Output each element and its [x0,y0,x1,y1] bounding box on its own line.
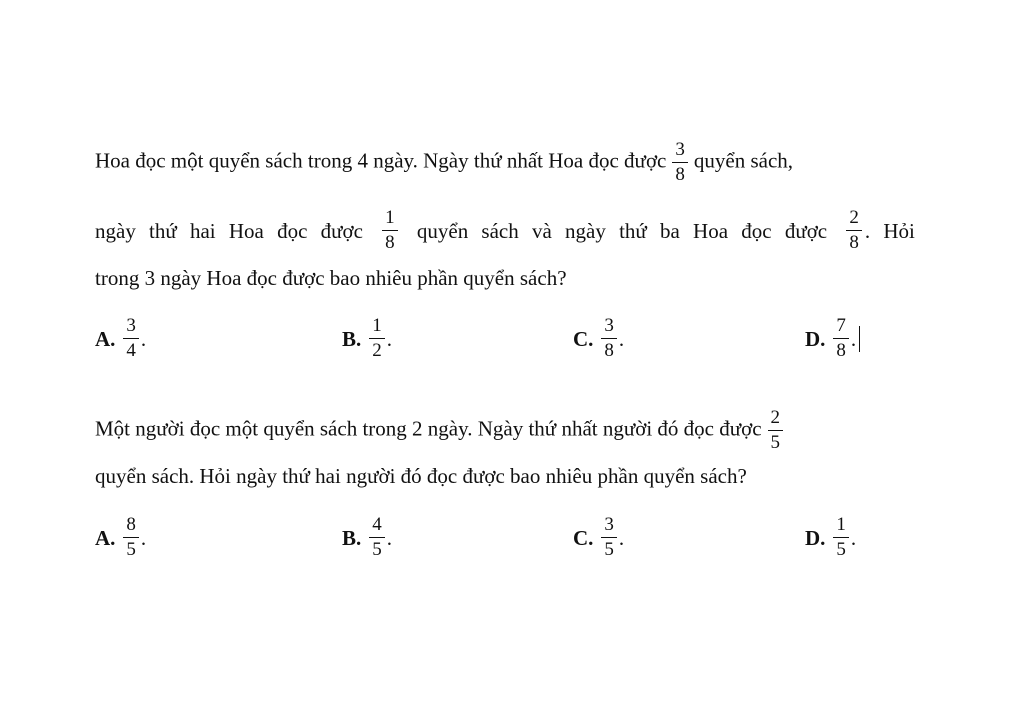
q1-line-1-end: quyển sách, [693,148,794,173]
option-fraction: $\frac{7}{8}$ [833,316,849,361]
period: . [864,218,871,243]
q2-option-c[interactable] [573,515,624,560]
option-fraction: $\frac{8}{5}$ [123,515,139,560]
q1-line-1-text: Hoa đọc một quyển sách trong 4 ngày. Ngày thứ nhất Hoa đọc được [95,148,667,173]
q1-line-3-text: trong 3 ngày Hoa đọc được bao nhiêu phần quyển sách? [95,266,567,290]
q2-line-2-text: quyển sách. Hỏi ngày thứ hai người đó đọc được bao nhiêu phần quyển sách? [95,464,747,488]
option-label: B. [342,326,362,351]
period: . [386,326,393,351]
word: đọc [277,218,308,243]
word: và [531,218,552,243]
option-fraction: $\frac{1}{5}$ [833,515,849,560]
q2-option-d[interactable] [805,515,856,560]
text-cursor [859,326,860,352]
word: ba [660,218,680,243]
word: thứ [149,218,177,243]
period: . [850,525,857,550]
word: Hoa [228,218,264,243]
period: . [618,326,625,351]
word: quyển [416,218,469,243]
q2-line-1 [95,408,789,453]
period: . [140,525,147,550]
q2-option-b[interactable] [342,515,392,560]
period: . [850,326,857,351]
option-fraction: $\frac{3}{5}$ [601,515,617,560]
word: hai [189,218,216,243]
q2-line-1-text: Một người đọc một quyển sách trong 2 ngày. Ngày thứ nhất người đó đọc được [95,416,762,441]
option-fraction: $\frac{1}{2}$ [369,316,385,361]
word: đọc [741,218,772,243]
option-fraction: $\frac{3}{8}$ [601,316,617,361]
option-label: D. [805,525,826,550]
word: sách [481,218,519,243]
q1-option-b[interactable] [342,316,392,361]
q2-fraction-day1: $\frac{2}{5}$ [768,408,784,453]
q1-line-1 [95,140,793,185]
word: Hoa [693,218,729,243]
q1-line-3 [95,266,567,290]
option-fraction: $\frac{4}{5}$ [369,515,385,560]
word: ngày [95,218,136,243]
option-label: A. [95,525,116,550]
q1-option-d[interactable] [805,316,860,361]
word: ngày [565,218,606,243]
option-label: C. [573,525,594,550]
q1-line-2 [95,208,915,253]
q1-option-c[interactable] [573,316,624,361]
option-fraction: $\frac{3}{4}$ [123,316,139,361]
word: được [784,218,828,243]
q1-option-a[interactable] [95,316,146,361]
q2-line-2 [95,464,747,488]
word: thứ [619,218,647,243]
option-label: D. [805,326,826,351]
period: . [140,326,147,351]
q1-fraction-day3: $\frac{2}{8}$ [846,208,862,253]
q2-option-a[interactable] [95,515,146,560]
word: được [320,218,363,243]
q1-fraction-day1: $\frac{3}{8}$ [672,140,688,185]
option-label: C. [573,326,594,351]
option-label: B. [342,525,362,550]
period: . [386,525,393,550]
q1-fraction-day2: $\frac{1}{8}$ [382,208,398,253]
option-label: A. [95,326,116,351]
period: . [618,525,625,550]
word: Hỏi [883,218,915,243]
